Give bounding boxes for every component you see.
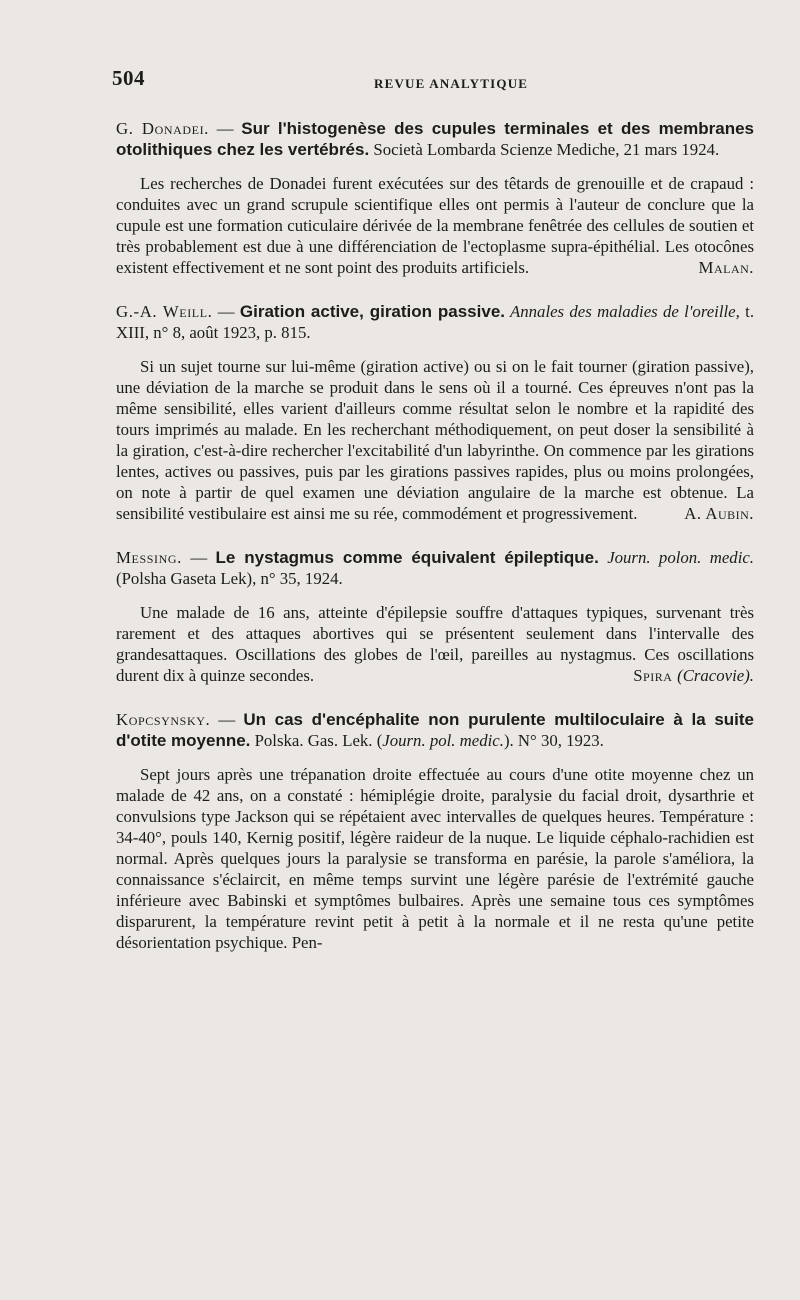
entry-journal-italic: Journ. polon. medic. bbox=[598, 548, 755, 567]
entry-abstract bbox=[116, 173, 754, 278]
entry-heading bbox=[116, 709, 754, 751]
entry-journal-end: ). N° 30, 1923. bbox=[503, 731, 604, 750]
page-number: 504 bbox=[112, 66, 145, 90]
entry-abstract-text: Sept jours après une trépanation droite effectuée au cours d'une otite moyenne chez un malade de 42 ans, on a constaté : hémiplégie droite, paralysie du facial droit, dysarthrie et convulsions type Jackson qui se répétaient avec intervalles de quelques heures. Température : 34-40°, pouls 140, Kernig positif, légère raideur de la nuque. Le liquide céphalo-rachidien est normal. Après quelques jours la paralysie se transforma en parésie, la parole s'améliora, la connaissance s'éclaircit, en même temps survint une légère parésie de l'extrémité gauche inférieure avec Babinski et symptômes bulbaires. Après une semaine tous ces symptômes disparurent, la température revint petit à petit à la normale et il ne resta qu'une petite désorientation psychique. Pen- bbox=[116, 765, 754, 952]
entry-heading bbox=[116, 547, 754, 589]
entry-signature: Malan. bbox=[698, 258, 754, 277]
entry-dash: — bbox=[210, 710, 244, 729]
entry-journal: t. XIII, n° 8, août 1923, p. 815. bbox=[116, 302, 755, 342]
review-entry bbox=[116, 301, 754, 524]
entry-heading bbox=[116, 301, 754, 343]
entry-dash: — bbox=[212, 302, 240, 321]
review-entry bbox=[116, 118, 754, 278]
entry-journal: Polska. Gas. Lek. ( bbox=[250, 731, 383, 750]
entry-abstract bbox=[116, 356, 754, 524]
entry-abstract-text: Si un sujet tourne sur lui-même (giration active) ou si on le fait tourner (giration passive), une déviation de la marche se produit dans le sens où il a tourné. Ces épreuves n'ont pas la même sensibilité, elles varient d'ailleurs comme résultat selon le nombre et la rapidité des tours imprimés au malade. En les recherchant méthodiquement, on peut doser la sensibilité à la giration, c'est-à-dire rechercher l'excitabilité d'un labyrinthe. On commence par les girations lentes, actives ou passives, puis par les girations passives rapides, plus ou moins prolongées, on note à partir de quel examen une déviation angulaire de la marche est obtenue. La sensibilité vestibulaire est ainsi me su rée, commodément et progressivement. bbox=[116, 357, 754, 523]
entry-title: Sur l'histogenèse des cupules terminales et des membranes otolithiques chez les vertébrés. bbox=[116, 119, 754, 159]
entry-signature bbox=[609, 665, 754, 686]
entry-title: Giration active, giration passive. bbox=[239, 302, 505, 321]
entry-abstract-text: Une malade de 16 ans, atteinte d'épilepsie souffre d'attaques typiques, survenant très rarement et des attaques abortives qui se présentent seulement dans l'intervalle des grandesattaques. Oscillations des globes de l'œil, pareilles au nystagmus. Ces oscillations durent dix à quinze secondes. bbox=[116, 603, 754, 685]
entry-author: Kopcsynsky. bbox=[116, 710, 211, 729]
entry-dash: — bbox=[208, 119, 242, 138]
entry-title: Un cas d'encéphalite non purulente multiloculaire à la suite d'otite moyenne. bbox=[116, 710, 754, 750]
entry-abstract bbox=[116, 602, 754, 686]
entry-abstract-text: Les recherches de Donadei furent exécutées sur des têtards de grenouille et de crapaud : conduites avec un grand scrupule scientifique elles ont permis à l'auteur de conclure que la cupule est une formation cuticulaire dérivée de la membrane fenêtrée des cellules de soutien et très probablement est due à une différenciation de l'ectoplasme supra-épithélial. Les otocônes existent effectivement et ne sont point des produits artificiels. bbox=[116, 174, 754, 277]
page-header bbox=[112, 62, 750, 92]
entry-journal: Società Lombarda Scienze Mediche, 21 mars 1924. bbox=[369, 140, 720, 159]
review-entry bbox=[116, 547, 754, 686]
entry-dash: — bbox=[181, 548, 216, 567]
entry-author: Messing. bbox=[116, 548, 182, 567]
review-entry bbox=[116, 709, 754, 953]
entry-author: G. Donadei. bbox=[116, 119, 209, 138]
entry-signature: A. Aubin. bbox=[684, 504, 754, 523]
entry-title: Le nystagmus comme équivalent épileptique. bbox=[215, 548, 599, 567]
entry-signature-place: (Cracovie). bbox=[677, 666, 754, 685]
entry-journal-italic: Annales des maladies de l'oreille, bbox=[505, 302, 740, 321]
entry-heading bbox=[116, 118, 754, 160]
entry-abstract bbox=[116, 764, 754, 953]
running-head: REVUE ANALYTIQUE bbox=[374, 76, 529, 91]
entry-journal: (Polsha Gaseta Lek), n° 35, 1924. bbox=[116, 569, 343, 588]
entry-author: G.-A. Weill. bbox=[116, 302, 213, 321]
page-content bbox=[116, 118, 754, 976]
entry-signature-name: Spira bbox=[633, 666, 673, 685]
entry-journal-italic: Journ. pol. medic. bbox=[382, 731, 504, 750]
